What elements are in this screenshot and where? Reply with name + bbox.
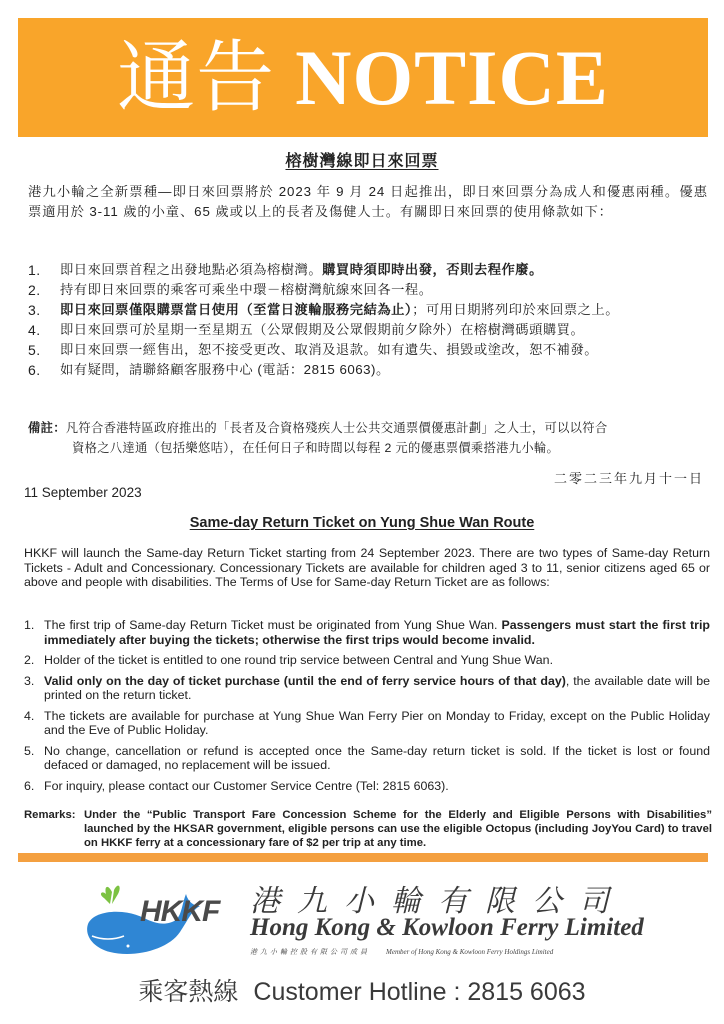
english-title-text: Same-day Return Ticket on Yung Shue Wan Route (189, 515, 535, 531)
item-number: 6. (28, 362, 41, 378)
remark-label: 備註： (28, 421, 66, 435)
item-number: 1. (24, 618, 35, 632)
chinese-title-text: 榕樹灣線即日來回票 (285, 153, 439, 170)
english-term-item (24, 744, 710, 773)
item-text (44, 618, 710, 647)
english-term-item (24, 674, 710, 703)
item-number: 4. (28, 322, 41, 338)
chinese-remark (28, 418, 710, 458)
chinese-title (0, 148, 724, 171)
item-number: 2. (28, 282, 41, 298)
item-text (44, 674, 710, 703)
english-term-item (24, 653, 710, 668)
item-number: 6. (24, 778, 35, 793)
chinese-intro: 港九小輪之全新票種—即日來回票將於 2023 年 9 月 24 日起推出，即日來回票分為成人和優惠兩種。優惠票適用於 3-11 歲的小童、65 歲或以上的長者及傷健人士。有關即日來回票的使用條款如下： (28, 184, 708, 219)
banner-title (117, 33, 609, 121)
chinese-term-item (28, 340, 708, 360)
member-zh: 港九小輪控股有限公司成員 (250, 948, 370, 956)
hotline-label-zh: 乘客熱線 (138, 978, 239, 1006)
item-number: 4. (24, 708, 35, 723)
customer-hotline (0, 972, 724, 1008)
chinese-term-item (28, 300, 708, 320)
item-text: 如有疑問，請聯絡顧客服務中心 (電話：2815 6063)。 (60, 362, 390, 377)
item-text (60, 300, 708, 320)
english-terms-list (24, 618, 710, 799)
item-text-bold: Valid only on the day of ticket purchase (until the end of ferry service hours of that day) (44, 673, 566, 688)
item-text-bold: 即日來回票僅限購票當日使用（至當日渡輪服務完結為止） (60, 302, 413, 317)
english-remark (24, 808, 712, 851)
banner-title-zh: 通告 (117, 33, 276, 121)
item-number: 2. (24, 653, 35, 667)
item-number: 1. (28, 262, 41, 278)
banner-title-en: NOTICE (295, 33, 609, 121)
hotline-number: 2815 6063 (467, 978, 586, 1006)
chinese-term-item (28, 360, 708, 380)
member-en: Member of Hong Kong & Kowloon Ferry Holdings Limited (386, 948, 554, 956)
item-text-bold: Passengers must start the first trip immediately after buying the tickets; otherwise the first trips would become invalid. (44, 618, 710, 647)
chinese-term-item (28, 280, 708, 300)
item-text: 持有即日來回票的乘客可乘坐中環－榕樹灣航線來回各一程。 (60, 282, 433, 297)
company-name-zh: 港九小輪有限公司 (250, 884, 626, 919)
remark-label: Remarks: (24, 809, 76, 821)
item-number: 3. (28, 302, 41, 318)
notice-banner (18, 18, 708, 137)
item-text-plain: , the available date will be printed on the return ticket. (44, 673, 710, 702)
chinese-terms-list (28, 260, 708, 380)
item-text: Holder of the ticket is entitled to one round trip service between Central and Yung Shue Wan. (44, 653, 554, 667)
item-number: 5. (24, 743, 35, 758)
english-date: 11 September 2023 (24, 485, 142, 500)
item-text: No change, cancellation or refund is accepted once the Same-day return ticket is sold. If the ticket is lost or found defaced or damaged, no replacement will be issued. (44, 743, 710, 772)
orange-divider (18, 853, 708, 862)
english-term-item (24, 779, 710, 794)
item-text: 即日來回票可於星期一至星期五（公眾假期及公眾假期前夕除外）在榕樹灣碼頭購買。 (60, 322, 585, 337)
item-text-plain: 即日來回票首程之出發地點必須為榕樹灣。 (60, 262, 323, 277)
chinese-date: 二零二三年九月十一日 (553, 471, 704, 486)
item-number: 3. (24, 673, 35, 688)
item-number: 5. (28, 342, 41, 358)
member-line (250, 947, 553, 957)
chinese-term-item (28, 260, 708, 280)
remark-text: Under the “Public Transport Fare Concession Scheme for the Elderly and Eligible Persons with Disabilities” launched by the HKSAR government, eligible persons can use the eligible Octopus (including JoyYou Card) to travel on HKKF ferry at a concessionary fare of $2 per trip at any time. (84, 809, 712, 850)
english-term-item (24, 709, 710, 738)
english-intro: HKKF will launch the Same-day Return Ticket starting from 24 September 2023. There are two types of Same-day Return Tickets - Adult and Concessionary. Concessionary Tickets are available for children aged 3 to 11, senior citizens aged 65 or above and people with disabilities. The Terms of Use for Same-day Return Ticket are as follows: (24, 546, 710, 589)
item-text-plain: The first trip of Same-day Return Ticket must be originated from Yung Shue Wan. (44, 618, 502, 632)
item-text: For inquiry, please contact our Customer Service Centre (Tel: 2815 6063). (44, 778, 449, 793)
item-text: 即日來回票一經售出，恕不接受更改、取消及退款。如有遺失、損毀或塗改，恕不補發。 (60, 342, 599, 357)
company-name-en: Hong Kong & Kowloon Ferry Limited (250, 914, 644, 941)
english-title (0, 515, 724, 531)
remark-line-1: 凡符合香港特區政府推出的「長者及合資格殘疾人士公共交通票價優惠計劃」之人士，可以以符合 (65, 421, 608, 435)
item-text: The tickets are available for purchase at Yung Shue Wan Ferry Pier on Monday to Friday, except on the Public Holiday and the Eve of Public Holiday. (44, 708, 710, 737)
chinese-term-item (28, 320, 708, 340)
remark-line-2: 資格之八達通（包括樂悠咭），在任何日子和時間以每程 2 元的優惠票價乘搭港九小輪。 (72, 441, 560, 455)
hotline-label-en: Customer Hotline : (253, 978, 461, 1006)
item-text-plain: ；可用日期將列印於來回票之上。 (412, 302, 620, 317)
item-text-bold: 購買時須即時出發，否則去程作廢。 (322, 262, 543, 277)
hkkf-logo-text: HKKF (140, 895, 220, 928)
english-term-item (24, 618, 710, 647)
item-text (60, 260, 708, 280)
